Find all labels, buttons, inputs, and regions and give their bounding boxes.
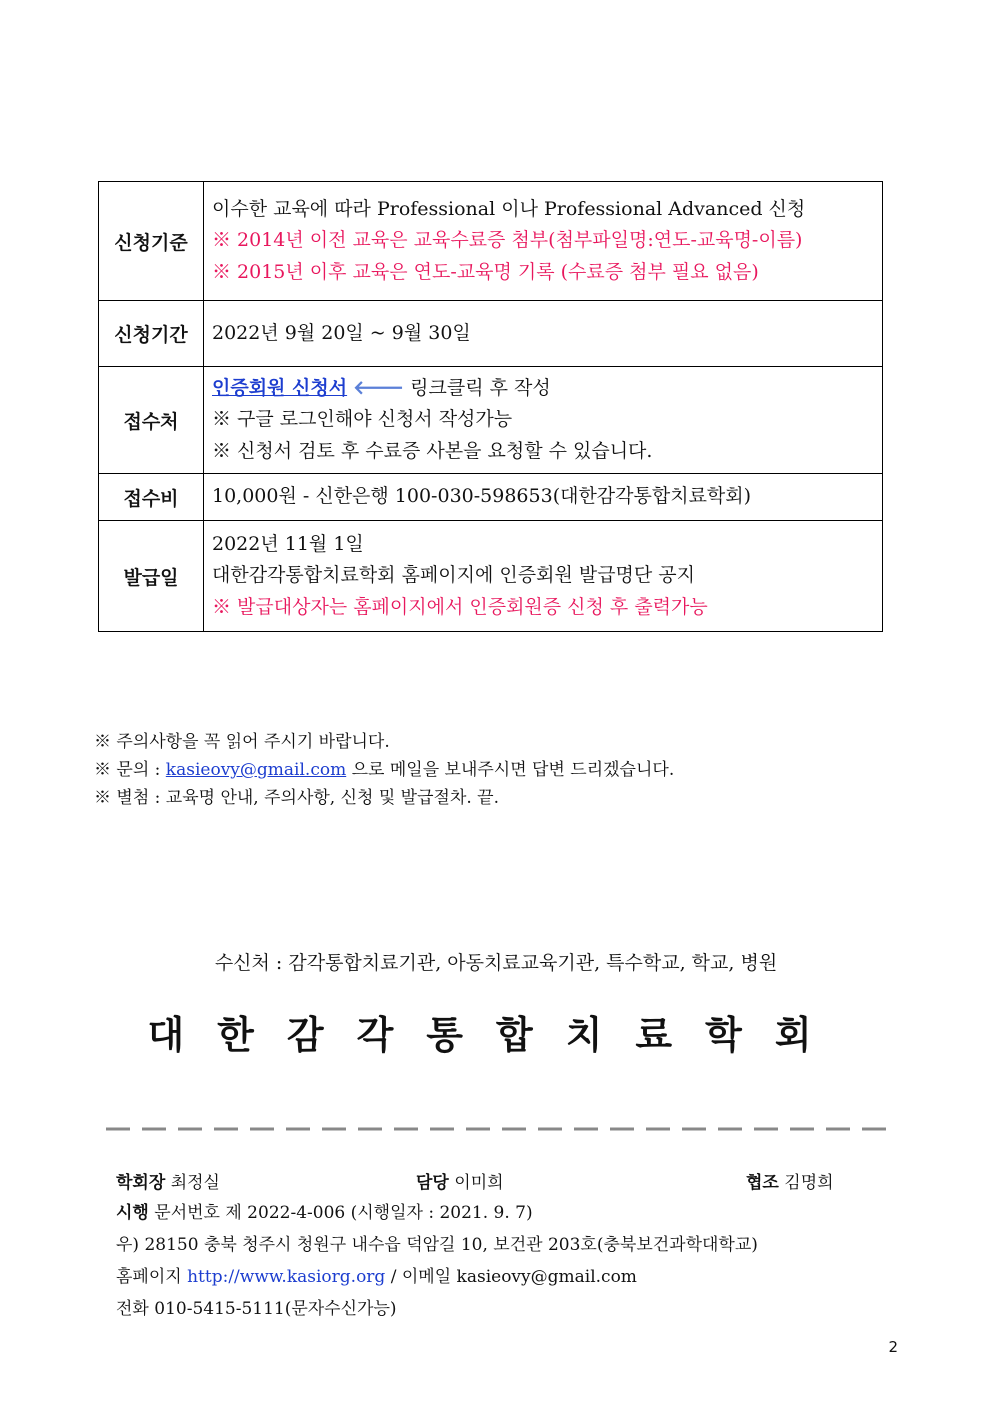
criteria-line-1: 이수한 교육에 따라 Professional 이나 Professional Advanced 신청	[212, 197, 806, 220]
recipients-line: 수신처 : 감각통합치료기관, 아동치료교육기관, 특수학교, 학교, 병원	[214, 952, 778, 974]
note-inquiry-suffix: 으로 메일을 보내주시면 답변 드리겠습니다.	[346, 760, 675, 780]
email-text: / 이메일 kasieovy@gmail.com	[385, 1267, 637, 1287]
issue-content	[204, 521, 883, 632]
contact-line	[116, 1261, 758, 1293]
criteria-line-2: ※ 2014년 이전 교육은 교육수료증 첨부(첨부파일명:연도-교육명-이름)	[212, 229, 803, 252]
execution-label: 시행	[116, 1203, 149, 1223]
submission-row	[99, 367, 883, 474]
submission-line-3: ※ 신청서 검토 후 수료증 사본을 요청할 수 있습니다.	[212, 439, 653, 462]
application-info-table	[98, 181, 883, 632]
organization-name: 대한감각통합치료학회	[147, 1012, 845, 1057]
criteria-line-3: ※ 2015년 이후 교육은 연도-교육명 기록 (수료증 첨부 필요 없음)	[212, 260, 759, 283]
application-form-link[interactable]: 인증회원 신청서	[212, 376, 348, 399]
cooperation-label: 협조	[746, 1173, 779, 1193]
issue-line-3: ※ 발급대상자는 홈페이지에서 인증회원증 신청 후 출력가능	[212, 595, 708, 618]
criteria-row	[99, 182, 883, 301]
submission-line-1	[212, 373, 874, 405]
issue-row	[99, 521, 883, 632]
submission-label: 접수처	[99, 367, 204, 474]
submission-line-2: ※ 구글 로그인해야 신청서 작성가능	[212, 408, 513, 431]
issue-line-1: 2022년 11월 1일	[212, 532, 364, 555]
fee-label: 접수비	[99, 474, 204, 521]
manager-signature	[416, 1168, 504, 1193]
criteria-content	[204, 182, 883, 301]
cooperation-name: 김명희	[784, 1173, 834, 1193]
manager-label: 담당	[416, 1173, 449, 1193]
president-label: 학회장	[116, 1173, 166, 1193]
president-name: 최정실	[170, 1173, 220, 1193]
criteria-label: 신청기준	[99, 182, 204, 301]
fee-value: 10,000원 - 신한은행 100-030-598653(대한감각통합치료학회)	[204, 474, 883, 521]
document-number: 문서번호 제 2022-4-006 (시행일자 : 2021. 9. 7)	[154, 1203, 533, 1223]
arrow-left-icon: 🡐	[353, 376, 405, 399]
homepage-label: 홈페이지	[116, 1267, 182, 1287]
note-inquiry	[94, 756, 674, 784]
document-footer	[116, 1197, 758, 1325]
note-read-carefully: ※ 주의사항을 꼭 읽어 주시기 바랍니다.	[94, 732, 390, 752]
link-note: 링크클릭 후 작성	[410, 376, 551, 399]
dashed-divider	[106, 1127, 886, 1131]
phone-line: 전화 010-5415-5111(문자수신가능)	[116, 1299, 397, 1319]
execution-line	[116, 1197, 758, 1229]
note-inquiry-prefix: ※ 문의 :	[94, 760, 166, 780]
period-row	[99, 301, 883, 367]
fee-row	[99, 474, 883, 521]
period-label: 신청기간	[99, 301, 204, 367]
period-value: 2022년 9월 20일 ~ 9월 30일	[204, 301, 883, 367]
president-signature	[116, 1168, 220, 1193]
cooperation-signature	[746, 1168, 834, 1193]
note-attachments: ※ 별첨 : 교육명 안내, 주의사항, 신청 및 발급절차. 끝.	[94, 788, 499, 808]
page-number: 2	[888, 1338, 898, 1356]
notes-section	[94, 728, 674, 812]
manager-name: 이미희	[454, 1173, 504, 1193]
address-line: 우) 28150 충북 청주시 청원구 내수읍 덕암길 10, 보건관 203호(충북보건과학대학교)	[116, 1235, 758, 1255]
submission-content	[204, 367, 883, 474]
issue-label: 발급일	[99, 521, 204, 632]
inquiry-email-link[interactable]: kasieovy@gmail.com	[165, 760, 347, 780]
issue-line-2: 대한감각통합치료학회 홈페이지에 인증회원 발급명단 공지	[212, 564, 696, 587]
homepage-link[interactable]: http://www.kasiorg.org	[187, 1267, 386, 1287]
